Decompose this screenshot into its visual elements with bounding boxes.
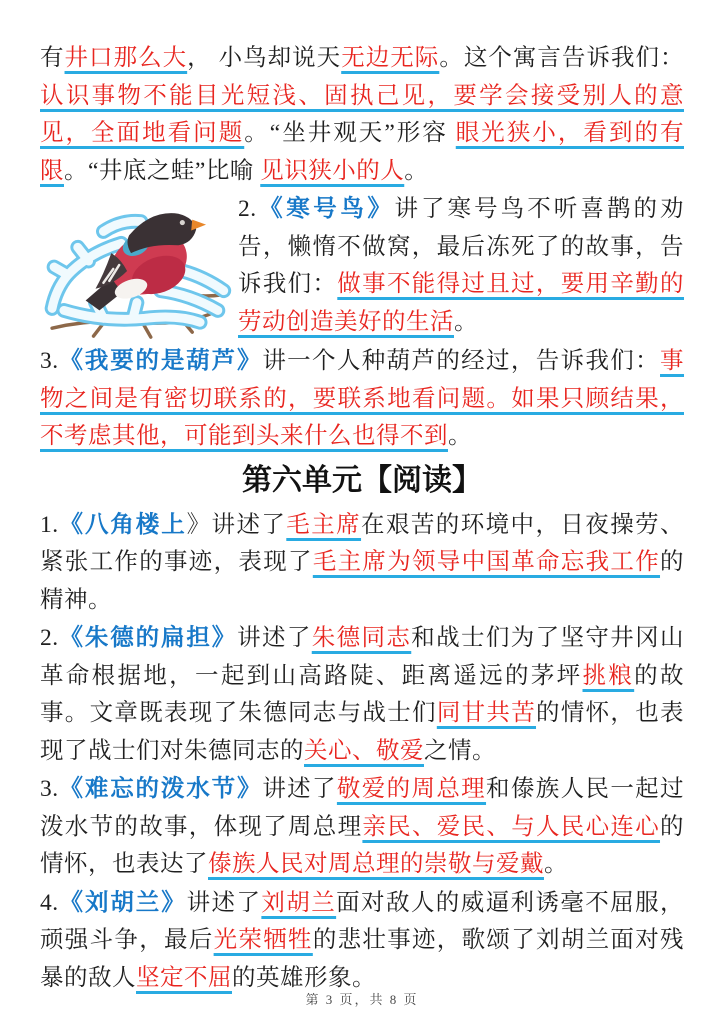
- text-segment-t: 在艰苦的环境中，日夜操劳、紧张工作的事迹，表现了: [40, 511, 685, 575]
- text-segment-b: 《八角楼上: [58, 509, 187, 538]
- text-segment-r: 傣族人民对周总理的崇敬与爱戴: [208, 851, 544, 877]
- page-number: 第 3 页，共 8 页: [305, 992, 419, 1007]
- text-segment-t: 3.: [40, 776, 59, 802]
- text-segment-r: 见识狭小的人: [260, 157, 405, 184]
- text-segment-b: 《我要的是葫芦》: [58, 346, 263, 374]
- text-segment-t: ， 小鸟却说天: [187, 45, 342, 71]
- section-hanhaoniao: [40, 190, 684, 341]
- paragraph-liuhulan: [40, 884, 684, 998]
- text-segment-t: 和傣族人民一起过泼水节的故事，体现了周总理: [40, 776, 685, 840]
- text-segment-t: 的情怀，也表达了: [40, 813, 685, 877]
- text-segment-r: 刘胡兰: [261, 889, 337, 916]
- text-segment-t: 有: [40, 45, 65, 71]
- text-segment-r: 亲民、爱民、与人民心连心: [362, 813, 661, 840]
- text-segment-r: 做事不能得过且过，要用辛勤的劳动创造美好的生活: [238, 271, 685, 335]
- text-segment-t: 2.: [238, 196, 257, 222]
- text-segment-b: 《朱德的扁担》: [58, 623, 238, 651]
- text-segment-t: 1.: [40, 511, 59, 538]
- text-segment-t: 的精神。: [40, 549, 685, 613]
- text-segment-t: 面对敌人的威逼利诱毫不屈服，顽强斗争，最后: [40, 889, 685, 953]
- text-segment-r: 挑粮: [582, 662, 635, 689]
- text-segment-t: 讲一个人种葫芦的经过，告诉我们：: [262, 348, 661, 374]
- text-segment-t: 讲述了: [186, 889, 262, 916]
- text-segment-r: 光荣牺牲: [213, 927, 313, 953]
- text-segment-r: 无边无际: [341, 45, 440, 71]
- text-segment-t: 和战士们为了坚守井冈山革命根据地，一起到山高路陡、距离遥远的茅坪: [40, 625, 684, 689]
- paragraph-zhude-biandan: [40, 619, 684, 770]
- text-segment-t: 的悲壮事迹，歌颂了刘胡兰面对残暴的敌人: [40, 927, 685, 991]
- paragraph-hulu: [40, 342, 684, 456]
- text-segment-r: 敬爱的周总理: [336, 776, 487, 802]
- text-segment-r: 坚定不屈: [136, 964, 232, 991]
- text-segment-r: 毛主席为领导中国革命忘我工作: [312, 549, 661, 575]
- paragraph-bajiaolou: [40, 506, 684, 620]
- text-segment-r: 井口那么大: [64, 45, 188, 71]
- bird-on-snowy-branch-illustration: [34, 192, 232, 342]
- text-segment-t: 。: [448, 423, 472, 449]
- text-segment-r: 事物之间是有密切联系的，要联系地看问题。如果只顾结果，不考虑其他，可能到头来什么也得不到: [40, 348, 685, 449]
- paragraph-poshuijie: [40, 770, 684, 884]
- text-segment-t: 之情。: [424, 737, 496, 764]
- text-segment-b: 《难忘的泼水节》: [58, 774, 263, 802]
- text-segment-t: 。: [404, 157, 429, 184]
- text-segment-t: 的故事。文章既表现了朱德同志与战士们: [40, 662, 685, 726]
- unit6-heading: 第六单元【阅读】: [242, 463, 482, 497]
- text-segment-t: 。: [544, 851, 568, 877]
- text-segment-t: 讲述了: [237, 625, 312, 651]
- paragraph-zuojingguantian-moral: [40, 40, 684, 190]
- text-segment-t: 4.: [40, 889, 59, 916]
- text-segment-t: 。这个寓言告诉我们：: [439, 45, 685, 71]
- text-segment-r: 眼光狭小，看到的有限: [40, 120, 684, 184]
- text-segment-t: 。: [454, 308, 478, 335]
- text-segment-r: 毛主席: [286, 511, 362, 538]
- text-segment-t: 的英雄形象。: [232, 964, 376, 991]
- text-segment-r: 认识事物不能目光短浅、固执己见，要学会接受别人的意见，全面地看问题: [40, 82, 684, 146]
- text-segment-t: 。“坐井观天”形容: [244, 120, 456, 146]
- text-segment-r: 关心、敬爱: [304, 737, 424, 764]
- text-segment-t: 。“井底之蛙”比喻: [64, 157, 261, 184]
- text-segment-b: 《寒号鸟》: [256, 194, 395, 222]
- text-segment-r: 朱德同志: [311, 625, 412, 651]
- text-segment-t: 讲了寒号鸟不听喜鹊的劝告，懒惰不做窝，最后冻死了的故事，告诉我们：: [238, 196, 684, 297]
- text-segment-t: 2.: [40, 625, 59, 651]
- text-segment-t: 》讲述了: [186, 511, 287, 538]
- text-segment-t: 讲述了: [262, 776, 337, 802]
- text-segment-r: 同甘共苦: [436, 700, 537, 726]
- text-segment-t: 的情怀，也表现了战士们对朱德同志的: [40, 700, 685, 764]
- text-segment-t: 3.: [40, 348, 59, 374]
- text-segment-b: 《刘胡兰》: [58, 887, 187, 916]
